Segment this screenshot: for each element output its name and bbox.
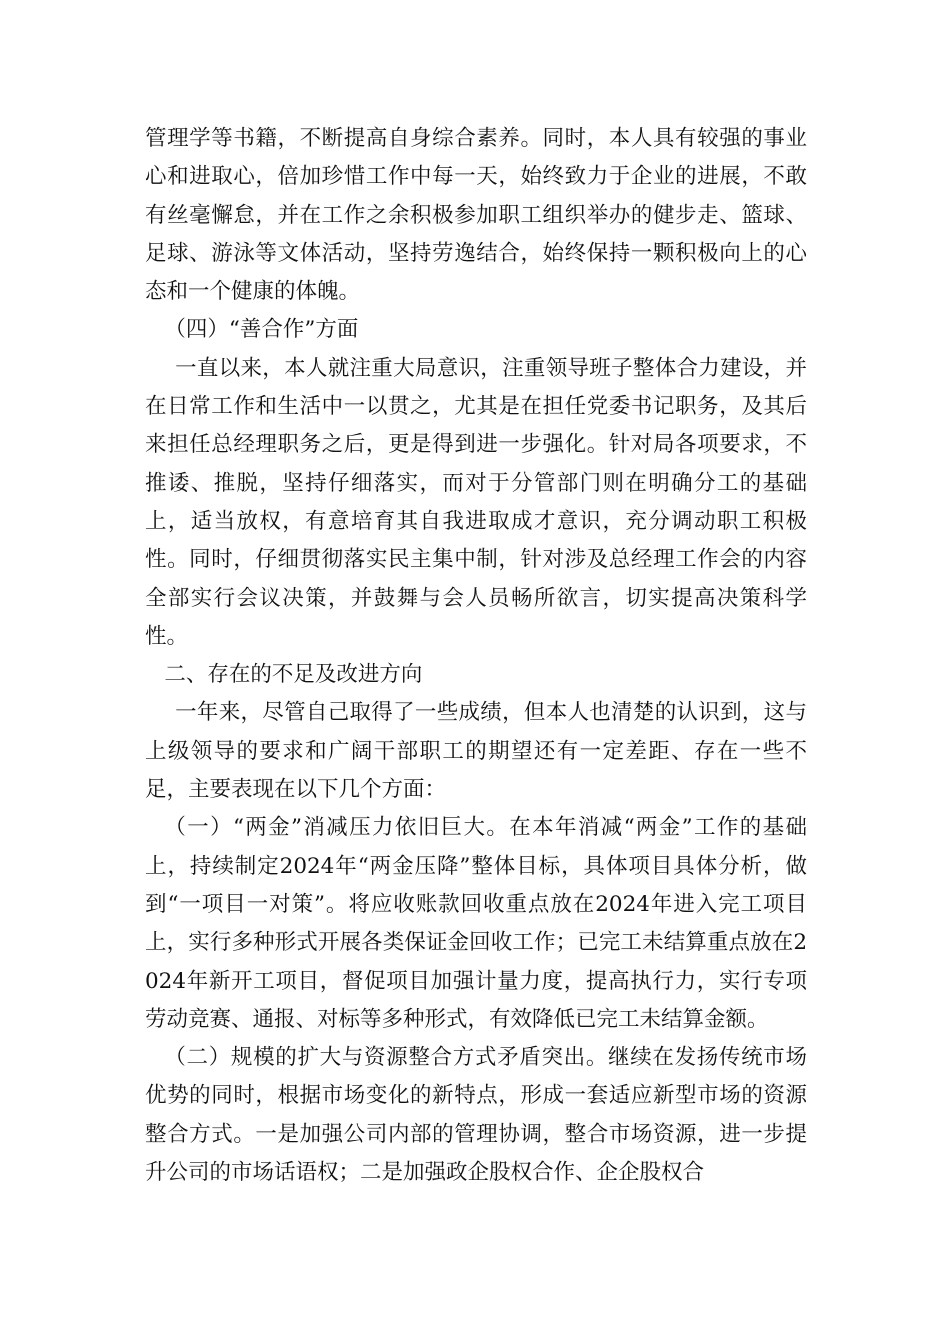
paragraph-two-funds: （一）“两金”消减压力依旧巨大。在本年消减“两金”工作的基础上，持续制定2024年“两金压降”整体目标，具体项目具体分析，做到“一项目一对策”。将应收账款回收重点放在2024年进入完工项目上，实行多种形式开展各类保证金回收工作；已完工未结算重点放在2024年新开工项目，督促项目加强计量力度，提高执行力，实行专项劳动竞赛、通报、对标等多种形式，有效降低已完工未结算金额。 xyxy=(145,815,807,1032)
document-body xyxy=(145,120,807,1192)
paragraph-cooperation: 一直以来，本人就注重大局意识，注重领导班子整体合力建设，并在日常工作和生活中一以贯之，尤其是在担任党委书记职务，及其后来担任总经理职务之后，更是得到进一步强化。针对局各项要求，不推诿、推脱，坚持仔细落实，而对于分管部门则在明确分工的基础上，适当放权，有意培育其自我进取成才意识，充分调动职工积极性。同时，仔细贯彻落实民主集中制，针对涉及总经理工作会的内容全部实行会议决策，并鼓舞与会人员畅所欲言，切实提高决策科学性。 xyxy=(145,355,807,649)
paragraph-resource-integration: （二）规模的扩大与资源整合方式矛盾突出。继续在发扬传统市场优势的同时，根据市场变化的新特点，形成一套适应新型市场的资源整合方式。一是加强公司内部的管理协调，整合市场资源，进一步提升公司的市场话语权；二是加强政企股权合作、企企股权合 xyxy=(145,1045,807,1186)
heading-cooperation: （四）“善合作”方面 xyxy=(164,317,359,343)
paragraph-self-cultivation: 管理学等书籍，不断提高自身综合素养。同时，本人具有较强的事业心和进取心，倍加珍惜工作中每一天，始终致力于企业的进展，不敢有丝毫懈怠，并在工作之余积极参加职工组织举办的健步走、篮球、足球、游泳等文体活动，坚持劳逸结合，始终保持一颗积极向上的心态和一个健康的体魄。 xyxy=(145,126,807,305)
heading-shortcomings: 二、存在的不足及改进方向 xyxy=(164,662,423,688)
paragraph-shortcomings-intro: 一年来，尽管自己取得了一些成绩，但本人也清楚的认识到，这与上级领导的要求和广阔干部职工的期望还有一定差距、存在一些不足，主要表现在以下几个方面： xyxy=(145,700,807,803)
